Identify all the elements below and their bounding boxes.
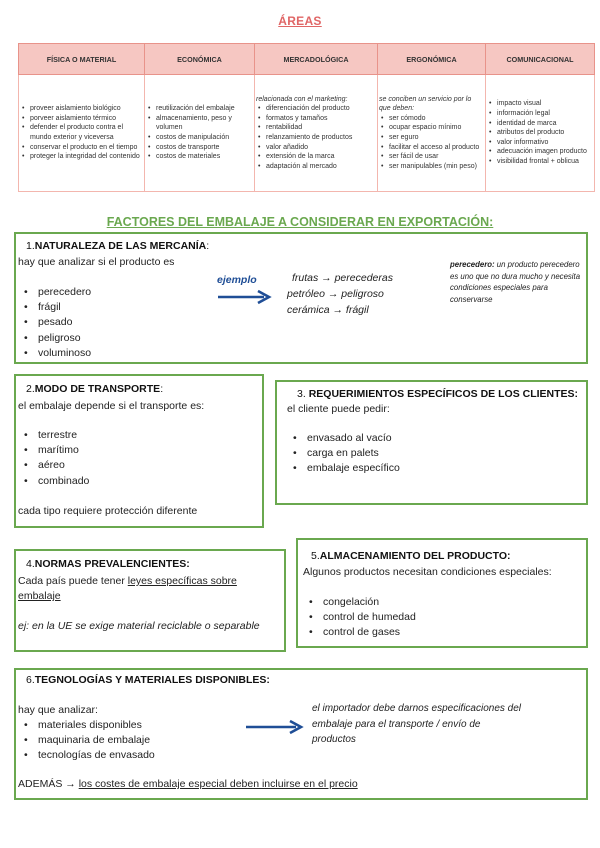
areas-cell-economica	[145, 75, 255, 192]
section-2-footer: cada tipo requiere protección diferente	[18, 505, 198, 517]
list-item: • envasado al vacío	[289, 431, 400, 446]
list-item: • adecuación imagen producto	[487, 147, 593, 157]
list-item: • voluminoso	[20, 346, 91, 361]
footer-prefix: ADEMÁS →	[18, 778, 79, 790]
intro-underlined: leyes específicas sobre	[127, 575, 237, 587]
areas-cell-comunicacional	[486, 75, 595, 192]
heading-colon: :	[160, 383, 164, 395]
areas-cell-fisica	[19, 75, 145, 192]
list-item: • relanzamiento de productos	[256, 133, 376, 143]
list-item: • carga en palets	[289, 446, 400, 461]
heading-text: TEGNOLOGÍAS Y MATERIALES DISPONIBLES:	[34, 674, 270, 686]
areas-cell-mercadologica	[255, 75, 378, 192]
section-2-heading	[26, 383, 163, 395]
areas-header-cell: COMUNICACIONAL	[486, 44, 595, 75]
section-5-box	[296, 538, 588, 648]
list-item: • embalaje específico	[289, 461, 400, 476]
intro-underlined: embalaje	[18, 590, 61, 602]
heading-text: NATURALEZA DE LAS MERCANÍA	[34, 240, 207, 252]
page-title: ÁREAS	[278, 14, 322, 28]
example-label: ejemplo	[217, 274, 257, 286]
section-3-list	[289, 431, 400, 477]
list-item: • identidad de marca	[487, 119, 593, 129]
areas-cell-ergonomica	[378, 75, 486, 192]
section-6-heading	[26, 674, 270, 686]
section-number: 2.	[26, 383, 35, 395]
list-item: • marítimo	[20, 443, 89, 458]
section-2-box	[14, 374, 264, 528]
note-line: productos	[312, 734, 356, 745]
section-5-intro: Algunos productos necesitan condiciones especiales:	[303, 566, 552, 578]
list-item: • rentabilidad	[256, 123, 376, 133]
heading-text: ALMACENAMIENTO DEL PRODUCTO:	[319, 550, 511, 562]
list-item: • información legal	[487, 109, 593, 119]
areas-header-cell: FÍSICA O MATERIAL	[19, 44, 145, 75]
list-item: • facilitar el acceso al producto	[379, 143, 484, 153]
section-3-heading	[297, 388, 578, 400]
list-item: • congelación	[305, 595, 416, 610]
footer-underlined: los costes de embalaje especial deben incluirse en el precio	[78, 778, 358, 790]
areas-header-row	[19, 44, 595, 75]
perecedero-note	[450, 259, 586, 305]
note-line: embalaje para el transporte / envío de	[312, 718, 481, 730]
list-item: • perecedero	[20, 285, 91, 300]
note-line: el importador debe darnos especificaciones del	[312, 703, 522, 714]
list-item: • impacto visual	[487, 99, 593, 109]
list-item: • atributos del producto	[487, 128, 593, 138]
section-1-list	[20, 285, 91, 361]
section-subtitle: FACTORES DEL EMBALAJE A CONSIDERAR EN EXPORTACIÓN:	[106, 215, 494, 229]
areas-header-cell: ERGONÓMICA	[378, 44, 486, 75]
list-item: • ser cómodo	[379, 114, 484, 124]
section-1-intro: hay que analizar si el producto es	[18, 256, 175, 268]
section-4-example: ej: en la UE se exige material reciclable o separable	[18, 620, 260, 632]
list-item: • frágil	[20, 300, 91, 315]
list-item: • pesado	[20, 315, 91, 330]
cell-intro: relacionada con el marketing:	[256, 95, 348, 103]
list-item: • control de gases	[305, 625, 416, 640]
areas-table	[18, 43, 595, 192]
list-item: • reutilización del embalaje	[146, 104, 253, 114]
heading-text: NORMAS PREVALENCIENTES:	[34, 558, 190, 570]
section-number: 6.	[26, 674, 35, 686]
list-item: • aéreo	[20, 458, 89, 473]
cell-intro: se conciben un servicio por lo que deben:	[379, 95, 472, 113]
list-item: • formatos y tamaños	[256, 114, 376, 124]
example-line: frutas → perecederas	[292, 272, 393, 284]
list-item: • costos de manipulación	[146, 133, 253, 143]
section-number: 5.	[311, 550, 320, 562]
example-line: petróleo → peligroso	[287, 288, 384, 300]
list-item: • visibilidad frontal + oblicua	[487, 157, 593, 167]
list-item: • ser manipulables (min peso)	[379, 162, 484, 172]
areas-body-row	[19, 75, 595, 192]
list-item: • costos de transporte	[146, 143, 253, 153]
list-item: • proteger la integridad del contenido	[20, 152, 143, 162]
list-item: • porveer aislamiento térmico	[20, 114, 143, 124]
arrow-right-icon	[244, 719, 308, 735]
areas-header-cell: ECONÓMICA	[145, 44, 255, 75]
list-item: • materiales disponibles	[20, 718, 155, 733]
note-term: perecedero:	[450, 260, 495, 269]
section-2-intro: el embalaje depende si el transporte es:	[18, 400, 205, 412]
list-item: • ocupar espacio mínimo	[379, 123, 484, 133]
section-number: 4.	[26, 558, 35, 570]
section-6-intro: hay que analizar:	[18, 704, 98, 716]
section-number: 1.	[26, 240, 35, 252]
list-item: • proveer aislamiento biológico	[20, 104, 143, 114]
list-item: • valor informativo	[487, 138, 593, 148]
list-item: • maquinaria de embalaje	[20, 733, 155, 748]
section-6-list	[20, 718, 155, 764]
section-3-intro: el cliente puede pedir:	[287, 403, 390, 415]
list-item: • control de humedad	[305, 610, 416, 625]
heading-text: MODO DE TRANSPORTE	[34, 383, 161, 395]
section-1-heading	[26, 240, 209, 252]
section-4-intro	[18, 574, 284, 604]
heading-colon: :	[206, 240, 210, 252]
heading-text: REQUERIMIENTOS ESPECÍFICOS DE LOS CLIENTES:	[308, 388, 579, 400]
list-item: • defender el producto contra el mundo exterior y viceversa	[20, 123, 143, 142]
areas-header-cell: MERCADOLÓGICA	[255, 44, 378, 75]
section-1-box	[14, 232, 588, 364]
list-item: • costos de materiales	[146, 152, 253, 162]
section-4-heading	[26, 558, 190, 570]
section-3-box	[275, 380, 588, 505]
list-item: • diferenciación del producto	[256, 104, 376, 114]
list-item: • valor añadido	[256, 143, 376, 153]
intro-text: Cada país puede tener	[18, 575, 128, 587]
section-6-box	[14, 668, 588, 800]
section-4-box	[14, 549, 286, 652]
section-6-note	[312, 701, 521, 748]
section-number: 3.	[297, 388, 306, 400]
note-text: un producto perecedero es uno que no dura mucho y necesita condiciones especiales para conservarse	[450, 260, 581, 304]
list-item: • combinado	[20, 474, 89, 489]
list-item: • ser fácil de usar	[379, 152, 484, 162]
example-line: cerámica → frágil	[287, 304, 369, 316]
list-item: • conservar el producto en el tiempo	[20, 143, 143, 153]
arrow-right-icon	[216, 289, 276, 305]
section-5-list	[305, 595, 416, 641]
list-item: • extensión de la marca	[256, 152, 376, 162]
list-item: • adaptación al mercado	[256, 162, 376, 172]
list-item: • tecnologías de envasado	[20, 748, 155, 763]
list-item: • peligroso	[20, 331, 91, 346]
section-6-footer	[18, 778, 358, 790]
section-5-heading	[311, 550, 511, 562]
section-2-list	[20, 428, 89, 489]
list-item: • almacenamiento, peso y volumen	[146, 114, 253, 133]
list-item: • ser eguro	[379, 133, 484, 143]
list-item: • terrestre	[20, 428, 89, 443]
